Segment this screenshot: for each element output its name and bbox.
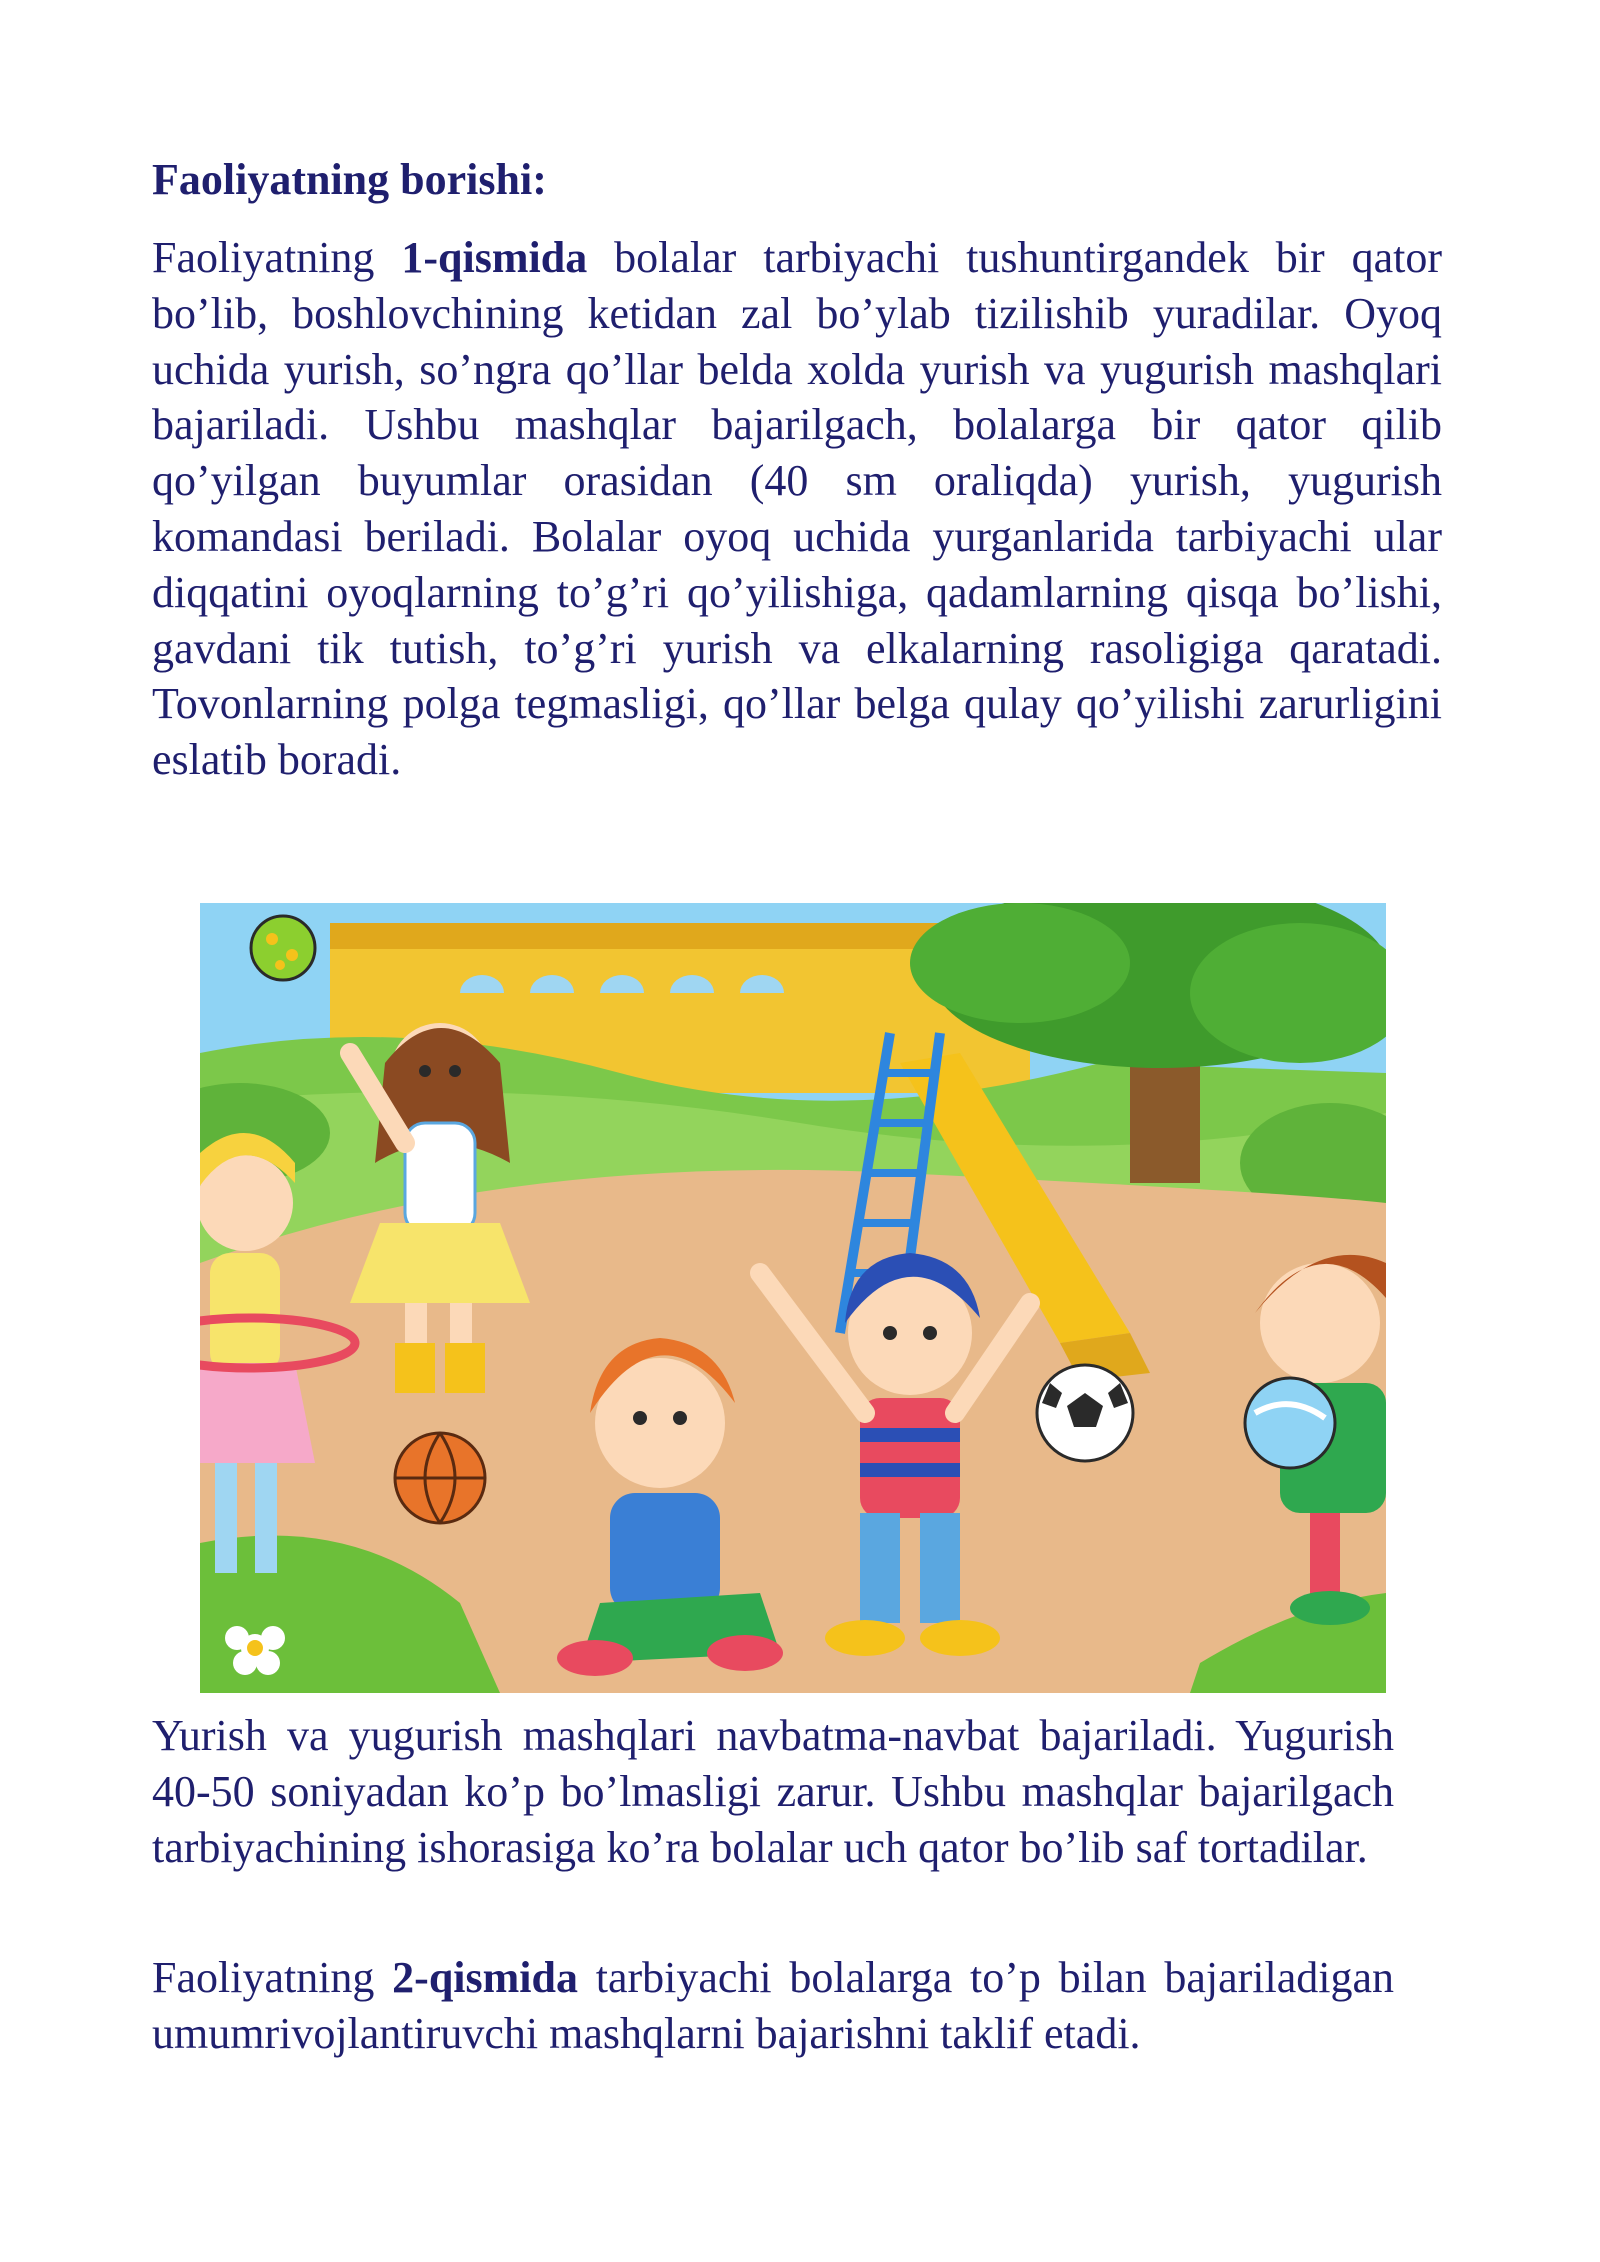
paragraph-walking-running: Yurish va yugurish mashqlari navbatma-navbat bajariladi. Yugurish 40-50 soniyadan ko’p bo’lmasligi zarur. Ushbu mashqlar bajarilgach tarbiyachining ishorasiga ko’ra bolalar uch qator bo’lib saf tortadilar.: [152, 1711, 1394, 1872]
paragraph-3-bold: 2-qismida: [392, 1953, 578, 2002]
paragraph-1-lead: Faoliyatning: [152, 233, 402, 282]
green-ball: [251, 916, 315, 980]
paragraph-1-rest: bolalar tarbiyachi tushuntirgandek bir qator bo’lib, boshlovchining ketidan zal bo’ylab tizilishib yuradilar. Oyoq uchida yurish, so’ngra qo’llar belda xolda yurish va yugurish mashqlari bajariladi. Ushbu mashqlar bajarilgach, bolalarga bir qator qilib qo’yilgan buyumlar orasidan (40 sm oraliqda) yurish, yugurish komandasi beriladi. Bolalar oyoq uchida yurganlarida tarbiyachi ular diqqatini oyoqlarning to’g’ri qo’yilishiga, qadamlarning qisqa bo’lishi, gavdani tik tutish, to’g’ri yurish va elkalarning rasoligiga qaratadi. Tovonlarning polga tegmasligi, qo’llar belga qulay qo’yilishi zarurligini eslatib boradi.: [152, 233, 1442, 785]
paragraph-3-lead: Faoliyatning: [152, 1953, 393, 2002]
paragraph-part-2: [152, 1950, 1394, 2062]
paragraph-3-rest: tarbiyachi bolalarga to’p bilan bajariladigan umumrivojlantiruvchi mashqlarni bajarishni taklif etadi.: [152, 1953, 1394, 2058]
playground-scene: [200, 903, 1386, 1693]
paragraph-1-bold: 1-qismida: [401, 233, 588, 282]
paragraph-part-1: [152, 230, 1442, 788]
section-heading: Faoliyatning borishi:: [152, 155, 547, 204]
basketball: [395, 1433, 485, 1523]
playground-illustration: [200, 903, 1386, 1693]
soccer-ball: [1037, 1365, 1133, 1461]
